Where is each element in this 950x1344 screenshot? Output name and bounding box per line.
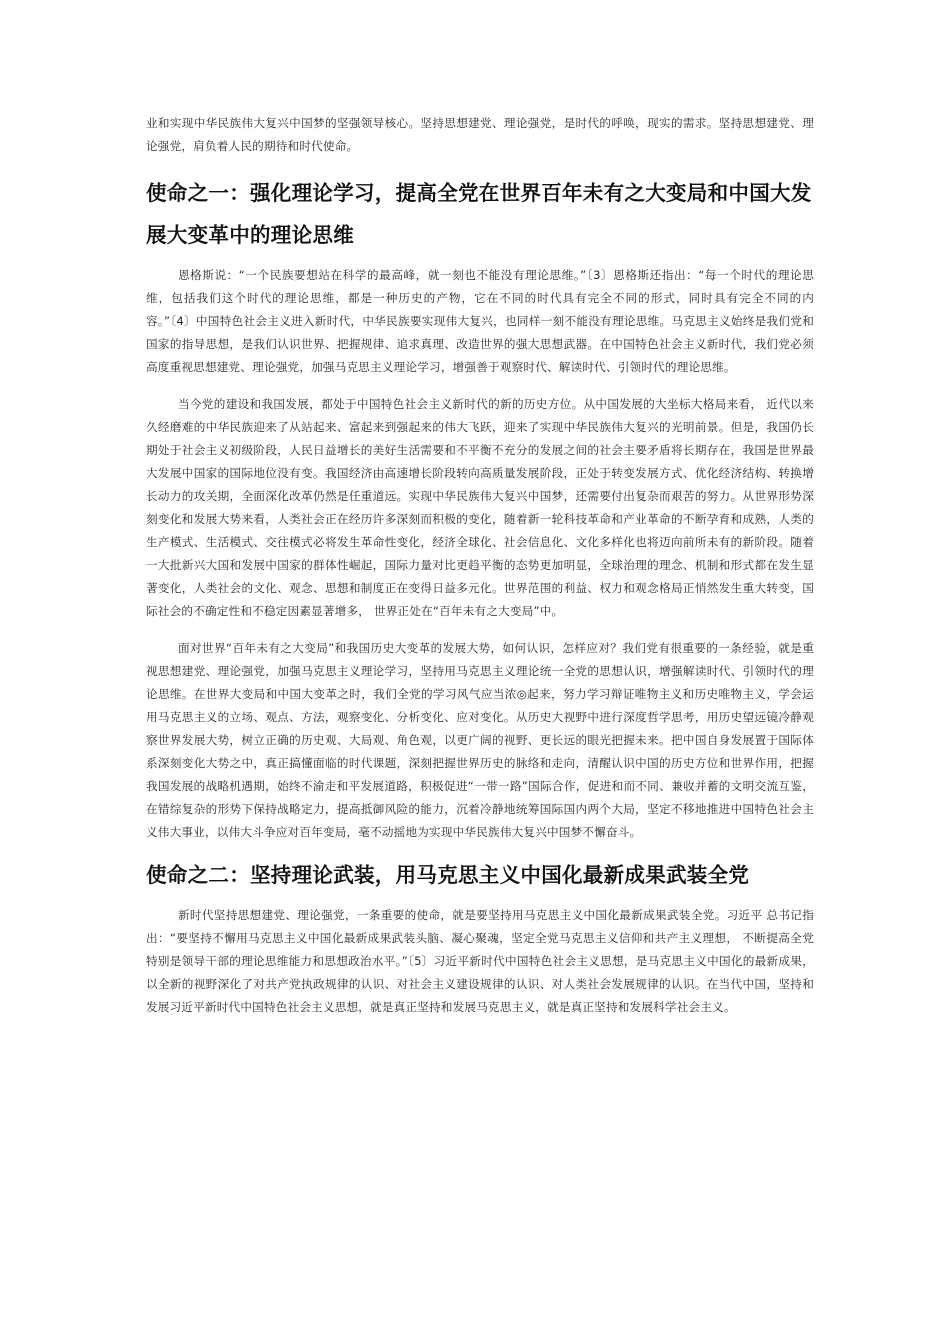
paragraph-engels-theory: 恩格斯说：“一个民族要想站在科学的最高峰，就一刻也不能没有理论思维。”〔3〕恩格斯还指出：“每一个时代的理论思维，包括我们这个时代的理论思维，都是一种历史的产物，它在不同的时代具有完全不同的形式，同时具有完全不同的内容。”〔4〕中国特色社会主义进入新时代，中华民族要实现伟大复兴，也同样一刻不能没有理论思维。马克思主义始终是我们党和国家的指导思想，是我们认识世界、把握规律、追求真理、改造世界的强大思想武器。在中国特色社会主义新时代，我们党必须高度重视思想建党、理论强党，加强马克思主义理论学习，增强善于观察时代、解读时代、引领时代的理论思维。 xyxy=(146,268,814,374)
paragraph-theory-armament: 新时代坚持思想建党、理论强党，一条重要的使命，就是要坚持用马克思主义中国化最新成果武装全党。习近平 总书记指出：“要坚持不懈用马克思主义中国化最新成果武装头脑、凝心聚魂，坚定全党马克思主义信仰和共产主义理想， 不断提高全党特别是领导干部的理论思维能力和思想政治水平。”〔5〕习近平新时代中国特色社会主义思想，是马克思主义中国化的最新成果，以全新的视野深化了对共产党执政规律的认识、对社会主义建设规律的认识、对人类社会发展规律的认识。在当代中国，坚持和发展习近平新时代中国特色社会主义思想，就是真正坚持和发展马克思主义，就是真正坚持和发展科学社会主义。 xyxy=(146,908,814,1014)
section-heading-mission-one: 使命之一：强化理论学习，提高全党在世界百年未有之大变局和中国大发展大变革中的理论思维 xyxy=(146,181,812,247)
paragraph-great-changes: 面对世界“百年未有之大变局”和我国历史大变革的发展大势，如何认识，怎样应对？我们党有很重要的一条经验，就是重视思想建党、理论强党，加强马克思主义理论学习，坚持用马克思主义理论统一全党的思想认识，增强解读时代、引领时代的理论思维。在世界大变局和中国大变革之时，我们全党的学习风气应当浓◎起来，努力学习辩证唯物主义和历史唯物主义，学会运用马克思主义的立场、观点、方法，观察变化、分析变化、应对变化。从历史大视野中进行深度哲学思考，用历史望远镜冷静观察世界发展大势，树立正确的历史观、大局观、角色观，以更广阔的视野、更长远的眼光把握未来。把中国自身发展置于国际体系深刻变化大势之中，真正搞懂面临的时代课题，深刻把握世界历史的脉络和走向，清醒认识中国的历史方位和世界作用，把握我国发展的战略机遇期，始终不渝走和平发展道路，积极促进“一带一路”国际合作，促进和而不同、兼收并蓄的文明交流互鉴，在错综复杂的形势下保持战略定力，提高抵御风险的能力，沉着冷静地统筹国际国内两个大局，坚定不移地推进中国特色社会主义伟大事业，以伟大斗争应对百年变局，毫不动摇地为实现中华民族伟大复兴中国梦不懈奋斗。 xyxy=(146,641,814,839)
paragraph-historical-position: 当今党的建设和我国发展，都处于中国特色社会主义新时代的新的历史方位。从中国发展的大坐标大格局来看， 近代以来久经磨难的中华民族迎来了从站起来、富起来到强起来的伟大飞跃，迎来了实现中华民族伟大复兴的光明前景。但是，我国仍长期处于社会主义初级阶段，人民日益增长的美好生活需要和不平衡不充分的发展之间的社会主要矛盾将长期存在，我国是世界最大发展中国家的国际地位没有变。我国经济由高速增长阶段转向高质量发展阶段，正处于转变发展方式、优化经济结构、转换增长动力的攻关期，全面深化改革仍然是任重道远。实现中华民族伟大复兴中国梦，还需要付出复杂而艰苦的努力。从世界形势深刻变化和发展大势来看，人类社会正在经历许多深刻而积极的变化，随着新一轮科技革命和产业革命的不断孕育和成熟，人类的生产模式、生活模式、交往模式必将发生革命性变化，经济全球化、社会信息化、文化多样化也将迈向前所未有的新阶段。随着一大批新兴大国和发展中国家的群体性崛起，国际力量对比更趋平衡的态势更加明显，全球治理的理念、机制和形式都在发生显著变化，人类社会的文化、观念、思想和制度正在变得日益多元化。世界范围的利益、权力和观念格局正悄然发生重大转变，国际社会的不确定性和不稳定因素显著增多， 世界正处在“百年未有之大变局”中。 xyxy=(146,397,814,618)
document-page xyxy=(146,112,814,1019)
section-heading-mission-two: 使命之二：坚持理论武装，用马克思主义中国化最新成果武装全党 xyxy=(146,863,750,887)
paragraph-intro-continued: 业和实现中华民族伟大复兴中国梦的坚强领导核心。坚持思想建党、理论强党，是时代的呼唤，现实的需求。坚持思想建党、理论强党，肩负着人民的期待和时代使命。 xyxy=(146,116,814,153)
